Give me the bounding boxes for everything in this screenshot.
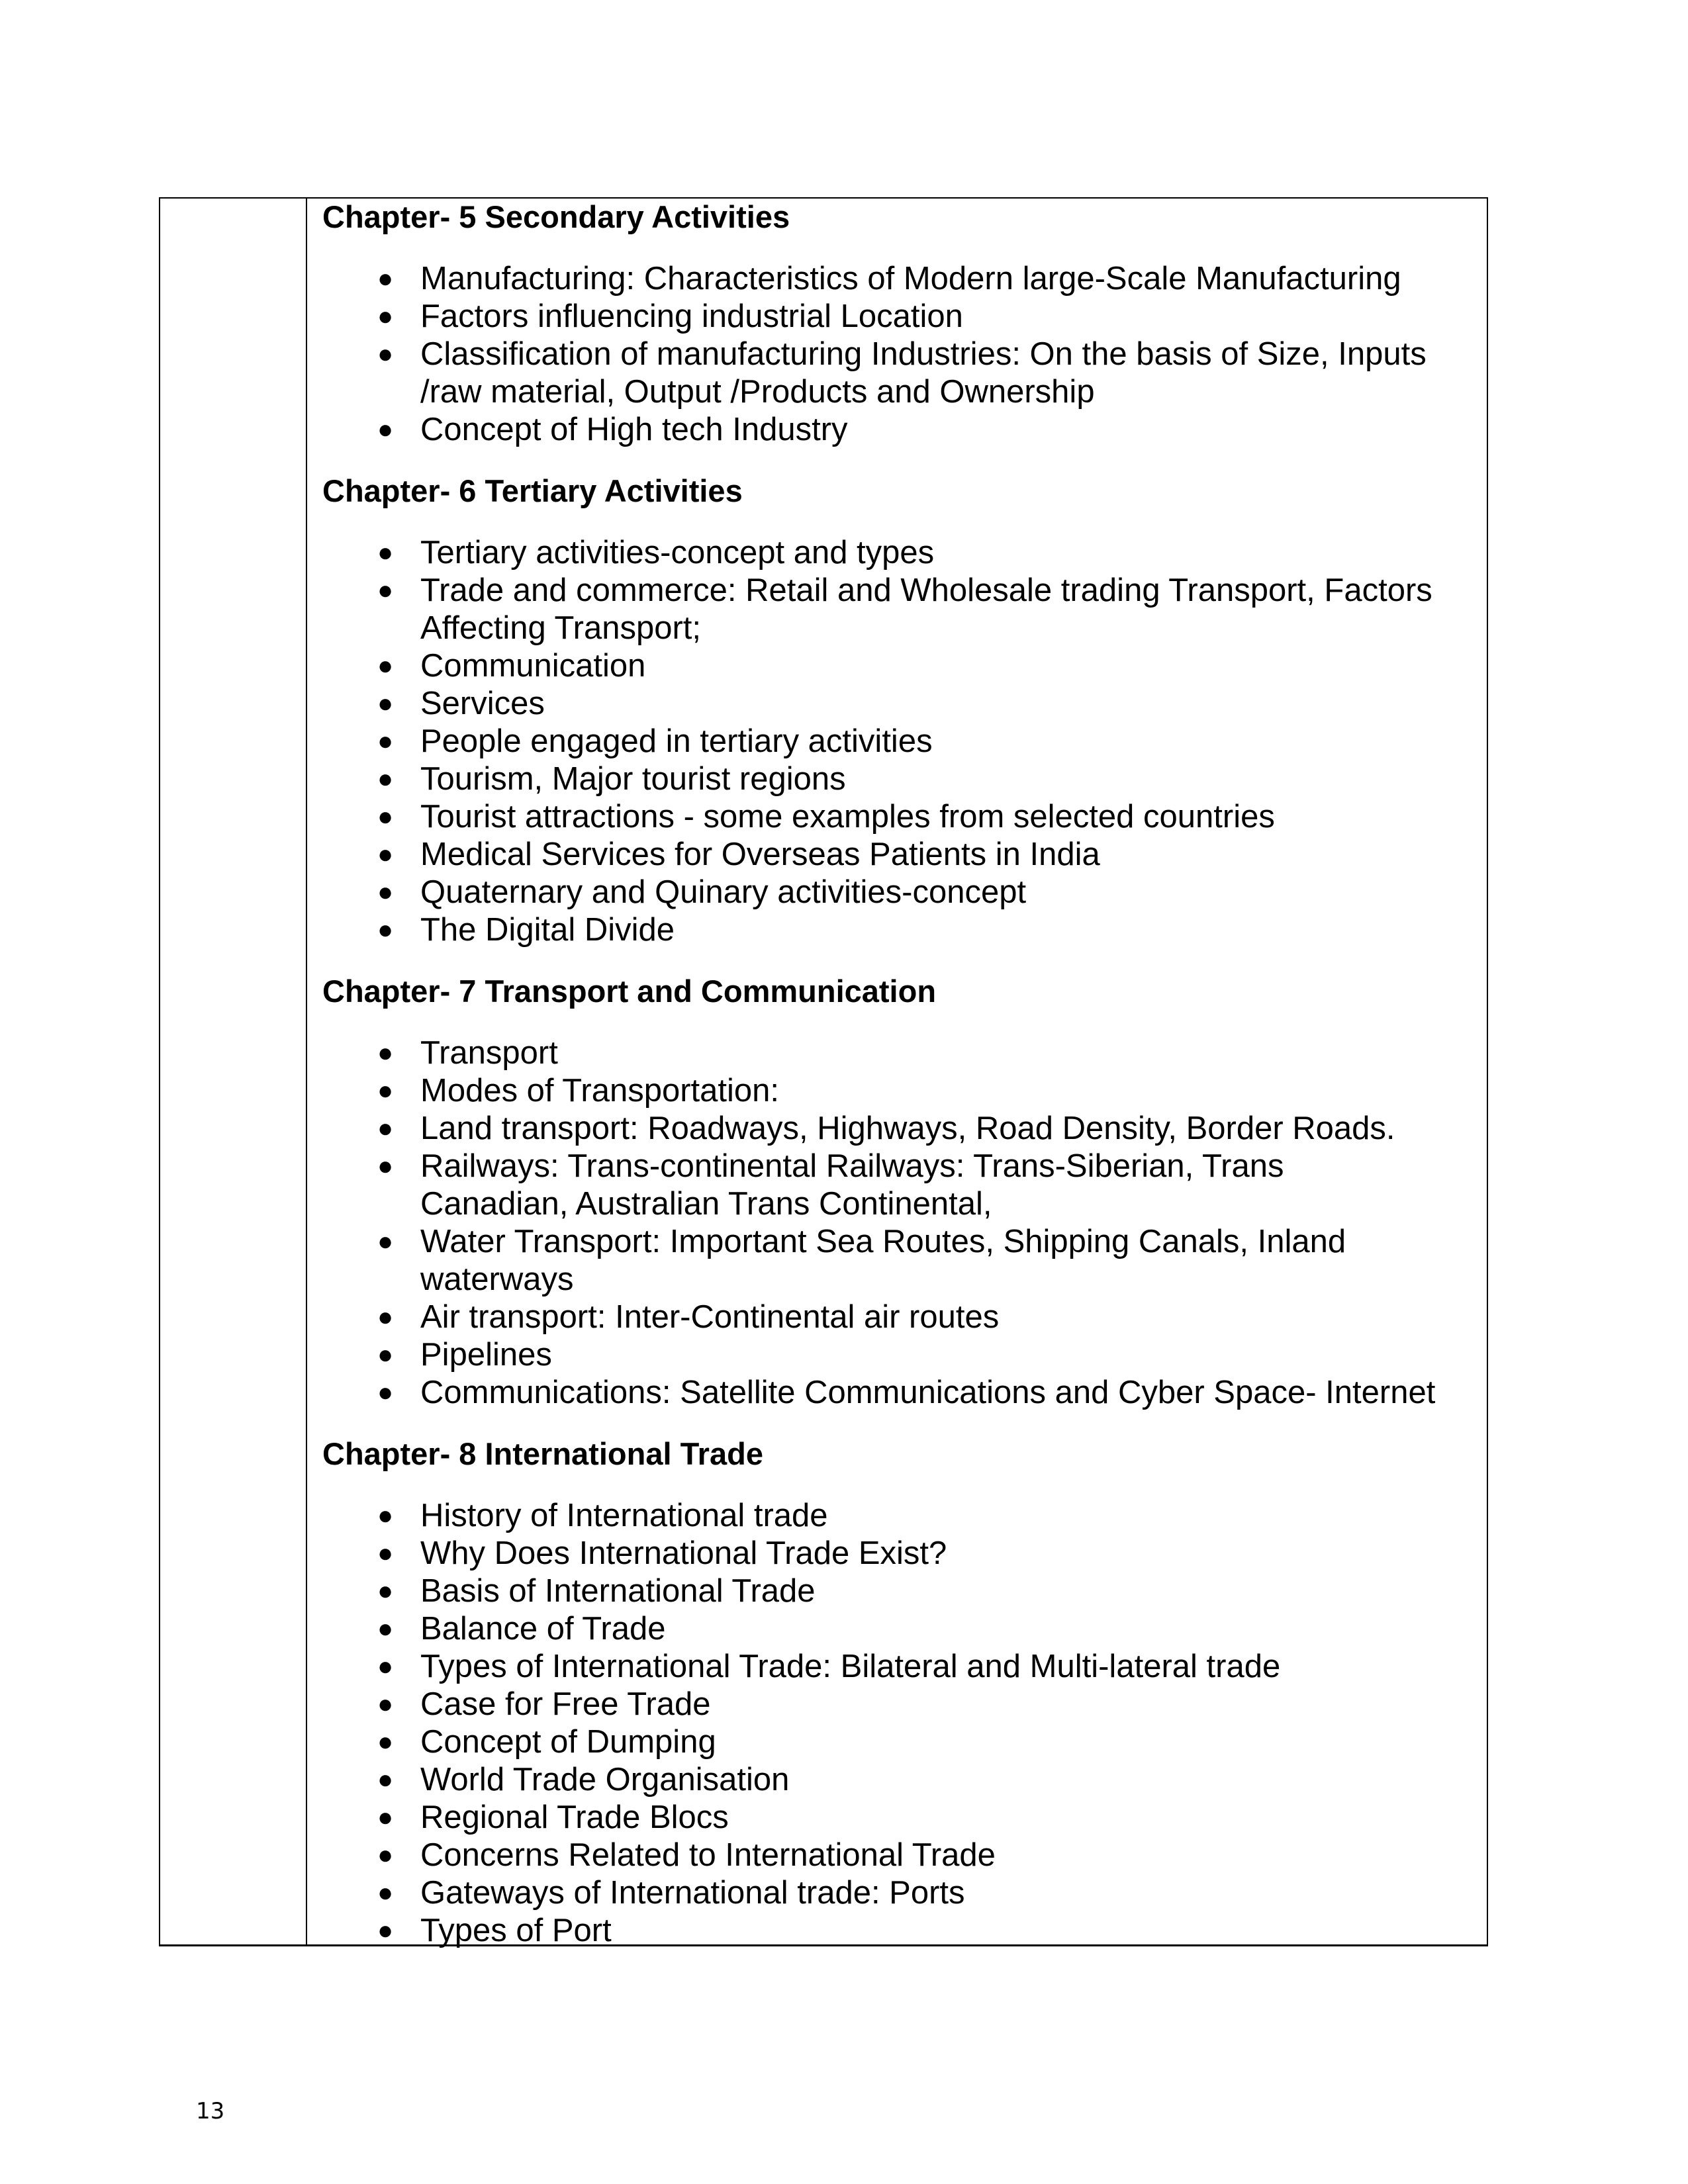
- topic-text: Gateways of International trade: Ports: [420, 1875, 965, 1911]
- topic-text: Types of International Trade: Bilateral and Multi-lateral trade: [420, 1649, 1281, 1684]
- topic-item: [322, 1072, 1474, 1110]
- topic-text: Case for Free Trade: [420, 1686, 711, 1722]
- topic-text: Tertiary activities-concept and types: [420, 535, 935, 570]
- bullet-icon: ●: [377, 1576, 394, 1606]
- topic-text: Water Transport: Important Sea Routes, Shipping Canals, Inland: [420, 1224, 1346, 1259]
- bullet-icon: ●: [377, 1652, 394, 1681]
- topic-text: Transport: [420, 1035, 558, 1071]
- topic-item: [322, 1223, 1474, 1298]
- topic-item: [322, 298, 1474, 336]
- chapter-section: [322, 198, 1474, 449]
- topic-text: Balance of Trade: [420, 1611, 666, 1647]
- topic-text: Canadian, Australian Trans Continental,: [420, 1186, 992, 1222]
- topic-item: [322, 1034, 1474, 1072]
- bullet-icon: ●: [377, 538, 394, 567]
- bullet-icon: ●: [377, 1727, 394, 1756]
- topic-item: [322, 798, 1474, 836]
- bullet-icon: ●: [377, 689, 394, 718]
- topic-list: [322, 1497, 1474, 1950]
- topic-item: [322, 534, 1474, 572]
- topic-item: [322, 647, 1474, 685]
- chapter-section: [322, 1435, 1474, 1950]
- chapter-section: [322, 472, 1474, 949]
- topic-text: Classification of manufacturing Industries: On the basis of Size, Inputs: [420, 336, 1427, 372]
- bullet-icon: ●: [377, 1501, 394, 1530]
- topic-text: Communication: [420, 648, 646, 684]
- topic-item: [322, 1374, 1474, 1412]
- column-divider: [306, 197, 307, 1946]
- topic-item: [322, 1723, 1474, 1761]
- syllabus-content: [322, 198, 1474, 1973]
- topic-text: waterways: [420, 1261, 574, 1297]
- topic-text: Concept of High tech Industry: [420, 412, 848, 447]
- chapter-section: [322, 972, 1474, 1412]
- bullet-icon: ●: [377, 264, 394, 293]
- topic-text: Communications: Satellite Communications and Cyber Space- Internet: [420, 1375, 1436, 1410]
- chapter-heading: Chapter- 7 Transport and Communication: [322, 974, 937, 1009]
- bullet-icon: ●: [377, 1803, 394, 1832]
- topic-text: Types of Port: [420, 1913, 612, 1948]
- bullet-icon: ●: [377, 1227, 394, 1256]
- bullet-icon: ●: [377, 1539, 394, 1568]
- topic-item: [322, 411, 1474, 449]
- topic-item: [322, 1535, 1474, 1572]
- page-number: 13: [196, 2098, 225, 2124]
- bullet-icon: ●: [377, 1878, 394, 1907]
- bullet-icon: ●: [377, 1114, 394, 1143]
- chapter-heading: Chapter- 6 Tertiary Activities: [322, 473, 743, 508]
- chapter-heading: Chapter- 8 International Trade: [322, 1436, 763, 1471]
- topic-item: [322, 1686, 1474, 1723]
- topic-text: Quaternary and Quinary activities-concept: [420, 874, 1027, 910]
- topic-text: History of International trade: [420, 1498, 828, 1533]
- topic-item: [322, 1497, 1474, 1535]
- topic-item: [322, 1912, 1474, 1950]
- topic-text: Trade and commerce: Retail and Wholesale trading Transport, Factors: [420, 572, 1432, 608]
- chapter-heading: Chapter- 5 Secondary Activities: [322, 199, 790, 234]
- topic-item: [322, 723, 1474, 760]
- topic-text: People engaged in tertiary activities: [420, 723, 933, 759]
- topic-text: Factors influencing industrial Location: [420, 298, 963, 334]
- topic-item: [322, 1799, 1474, 1837]
- bullet-icon: ●: [377, 727, 394, 756]
- topic-item: [322, 836, 1474, 874]
- topic-item: [322, 1110, 1474, 1148]
- bullet-icon: ●: [377, 415, 394, 444]
- bullet-icon: ●: [377, 1302, 394, 1332]
- topic-item: [322, 1648, 1474, 1686]
- topic-item: [322, 760, 1474, 798]
- bullet-icon: ●: [377, 1340, 394, 1369]
- topic-text: /raw material, Output /Products and Ownership: [420, 374, 1095, 410]
- topic-item: [322, 336, 1474, 411]
- topic-item: [322, 572, 1474, 647]
- topic-text: Why Does International Trade Exist?: [420, 1535, 947, 1571]
- bullet-icon: ●: [377, 1614, 394, 1643]
- topic-list: [322, 260, 1474, 449]
- topic-text: The Digital Divide: [420, 912, 675, 948]
- topic-text: Basis of International Trade: [420, 1573, 816, 1609]
- topic-item: [322, 1298, 1474, 1336]
- topic-text: Regional Trade Blocs: [420, 1799, 729, 1835]
- topic-item: [322, 1610, 1474, 1648]
- bullet-icon: ●: [377, 1076, 394, 1105]
- topic-item: [322, 874, 1474, 911]
- topic-text: World Trade Organisation: [420, 1762, 790, 1797]
- topic-item: [322, 260, 1474, 298]
- bullet-icon: ●: [377, 802, 394, 831]
- topic-item: [322, 1874, 1474, 1912]
- topic-item: [322, 1837, 1474, 1874]
- bullet-icon: ●: [377, 1841, 394, 1870]
- topic-list: [322, 534, 1474, 949]
- bullet-icon: ●: [377, 878, 394, 907]
- bullet-icon: ●: [377, 1916, 394, 1945]
- topic-item: [322, 1572, 1474, 1610]
- bullet-icon: ●: [377, 340, 394, 369]
- topic-text: Services: [420, 686, 545, 721]
- topic-text: Concerns Related to International Trade: [420, 1837, 996, 1873]
- bullet-icon: ●: [377, 1038, 394, 1068]
- topic-item: [322, 1336, 1474, 1374]
- topic-text: Air transport: Inter-Continental air routes: [420, 1299, 1000, 1335]
- bullet-icon: ●: [377, 764, 394, 794]
- topic-text: Affecting Transport;: [420, 610, 701, 646]
- topic-item: [322, 685, 1474, 723]
- bullet-icon: ●: [377, 302, 394, 331]
- topic-text: Medical Services for Overseas Patients in India: [420, 837, 1100, 872]
- bullet-icon: ●: [377, 1152, 394, 1181]
- topic-text: Modes of Transportation:: [420, 1073, 780, 1109]
- topic-text: Tourism, Major tourist regions: [420, 761, 846, 797]
- topic-item: [322, 1148, 1474, 1223]
- topic-text: Tourist attractions - some examples from selected countries: [420, 799, 1275, 835]
- bullet-icon: ●: [377, 840, 394, 869]
- bullet-icon: ●: [377, 1690, 394, 1719]
- topic-item: [322, 1761, 1474, 1799]
- bullet-icon: ●: [377, 651, 394, 680]
- bullet-icon: ●: [377, 1765, 394, 1794]
- topic-text: Manufacturing: Characteristics of Modern large-Scale Manufacturing: [420, 261, 1401, 296]
- bullet-icon: ●: [377, 1378, 394, 1407]
- topic-text: Concept of Dumping: [420, 1724, 716, 1760]
- topic-list: [322, 1034, 1474, 1412]
- topic-text: Railways: Trans-continental Railways: Trans-Siberian, Trans: [420, 1148, 1284, 1184]
- topic-text: Land transport: Roadways, Highways, Road Density, Border Roads.: [420, 1111, 1395, 1146]
- bullet-icon: ●: [377, 576, 394, 605]
- topic-item: [322, 911, 1474, 949]
- topic-text: Pipelines: [420, 1337, 552, 1373]
- bullet-icon: ●: [377, 915, 394, 944]
